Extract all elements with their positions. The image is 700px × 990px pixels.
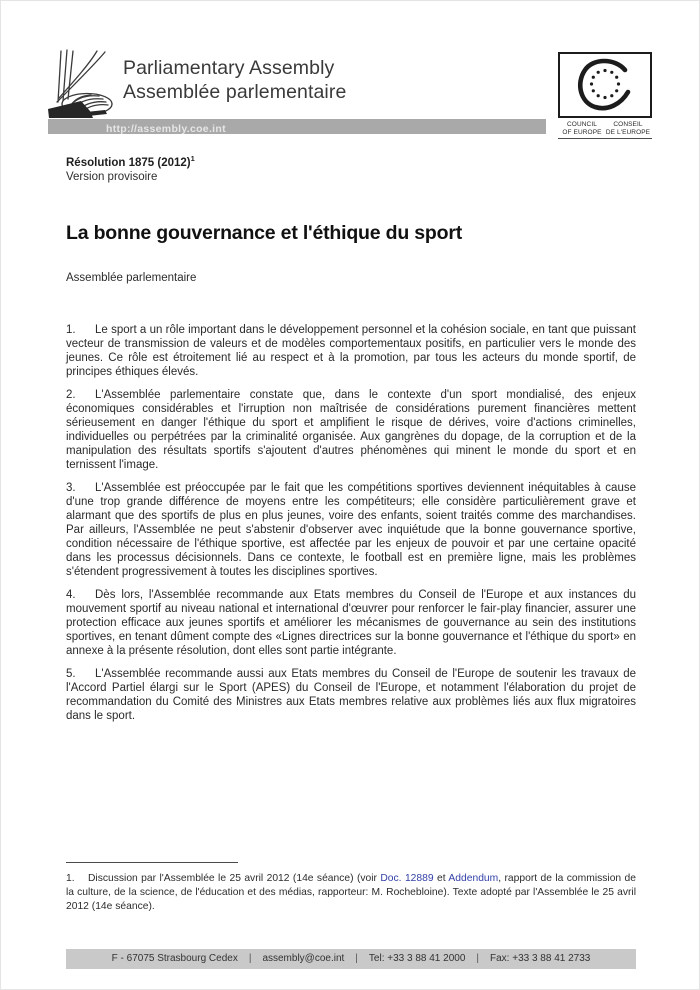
paragraph-text: L'Assemblée est préoccupée par le fait que les compétitions sportives deviennent inéquitables à cause d'une trop grande différence de moyens entre les compétiteurs; elle considère particulièrement grave et alarmant que des sportifs de plus en plus jeunes, voire des enfants, soient traités comme des marchandises. Par ailleurs, l'Assemblée ne peut s'abstenir d'observer avec inquiétude que la bonne gouvernance sportive, condition nécessaire de l'éthique sportive, est affectée par les enjeux de pouvoir et par une certaine opacité dans les processus décisionnels. Dans ce contexte, le football est en première ligne, mais les problèmes s'étendent progressivement à toutes les disciplines sportives. [66,481,636,578]
paragraph-1 [66,323,636,379]
council-of-europe-block [558,52,652,139]
assembly-logo-icon [47,48,119,128]
footnote-text: 1. Discussion par l'Assemblée le 25 avril 2012 (14e séance) (voir Doc. 12889 et Addendum, rapport de la commission de la culture, de la science, de l'éducation et des médias, rapporteur: M. Rochebloine). Texte adopté par l'Assemblée le 25 avril 2012 (14e séance). [66,873,636,912]
footer-separator: | [476,953,479,964]
assembly-url-link[interactable]: http://assembly.coe.int [106,123,226,135]
coe-caption-english: COUNCIL OF EUROPE [562,121,602,136]
paragraph-number: 2. [66,388,76,401]
footer-separator: | [355,953,358,964]
document-version: Version provisoire [66,170,158,183]
document-content [66,152,636,732]
organization-names [123,57,346,104]
council-of-europe-caption [558,118,652,139]
paragraph-text: Dès lors, l'Assemblée recommande aux Etats membres du Conseil de l'Europe et aux instances du mouvement sportif au niveau national et international d'œuvrer pour renforcer le fair-play financier, assurer une protection efficace aux jeunes sportifs et améliorer les mécanismes de gouvernance au sein des institutions sportives, en tenant dûment compte des «Lignes directrices sur la bonne gouvernance et l'éthique du sport» en annexe à la présente résolution, dont elles sont partie intégrante. [66,588,636,657]
footer-separator: | [248,953,252,964]
footnote-separator-rule [66,862,238,863]
paragraph-number: 4. [66,588,76,601]
org-name-english: Parliamentary Assembly [123,57,335,79]
footer-fax: Fax: +33 3 88 41 2733 [490,953,591,964]
paragraph-number: 5. [66,667,76,680]
paragraph-text: L'Assemblée parlementaire constate que, dans le contexte d'un sport mondialisé, des enjeux économiques considérables et l'irruption non maîtrisée de considérations purement financières mettent sérieusement en danger l'éthique du sport et amplifient le risque de dérives, voire d'actions criminelles, individuelles ou perpétrées par la criminalité organisée. Aux gangrènes du dopage, de la corruption et de la manipulation des résultats sportifs s'ajoutent d'autres phénomènes qui minent le monde du sport et en ternissent l'image. [66,388,636,471]
paragraph-list [66,323,636,723]
document-reference: Résolution 1875 $(2012)^1$ [66,154,195,169]
paragraph-2 [66,388,636,472]
footnote-number: 1. [66,873,75,884]
council-of-europe-logo-icon [558,52,652,118]
document-author: Assemblée parlementaire [66,271,197,284]
paragraph-number: 1. [66,323,76,336]
footnote-mark: 1 [190,154,195,163]
url-bar [48,119,546,134]
paragraph-number: 3. [66,481,76,494]
footer-email: assembly@coe.int [262,953,345,964]
paragraph-4 [66,588,636,658]
org-name-french: Assemblée parlementaire [123,80,347,103]
footer-bar [66,949,636,969]
coe-caption-french: CONSEIL DE L'EUROPE [605,121,651,136]
paragraph-text: L'Assemblée recommande aussi aux Etats membres du Conseil de l'Europe de soutenir les travaux de l'Accord Partiel élargi sur le Sport (APES) du Conseil de l'Europe, et notamment l'élaboration du projet de recommandation du Comité des Ministres aux Etats membres relative aux problèmes liés aux flux migratoires dans le sport. [66,667,636,722]
footnote-section [66,862,636,913]
addendum-link[interactable]: Addendum [448,873,499,884]
doc-12889-link[interactable]: Doc. 12889 [380,873,434,884]
page-title: La bonne gouvernance et l'éthique du sport [66,221,463,244]
footer-tel: Tel: +33 3 88 41 2000 [368,953,466,964]
paragraph-text: Le sport a un rôle important dans le développement personnel et la cohésion sociale, en tant que puissant vecteur de transmission de valeurs et de modèles comportementaux positifs, en particulier vers le monde des jeunes. Ce rôle est étroitement lié au respect et à la promotion, par tous les acteurs du monde sportif, de principes éthiques élevés. [66,323,636,378]
footer-address: F - 67075 Strasbourg Cedex [111,953,238,964]
paragraph-5 [66,667,636,723]
paragraph-3 [66,481,636,579]
